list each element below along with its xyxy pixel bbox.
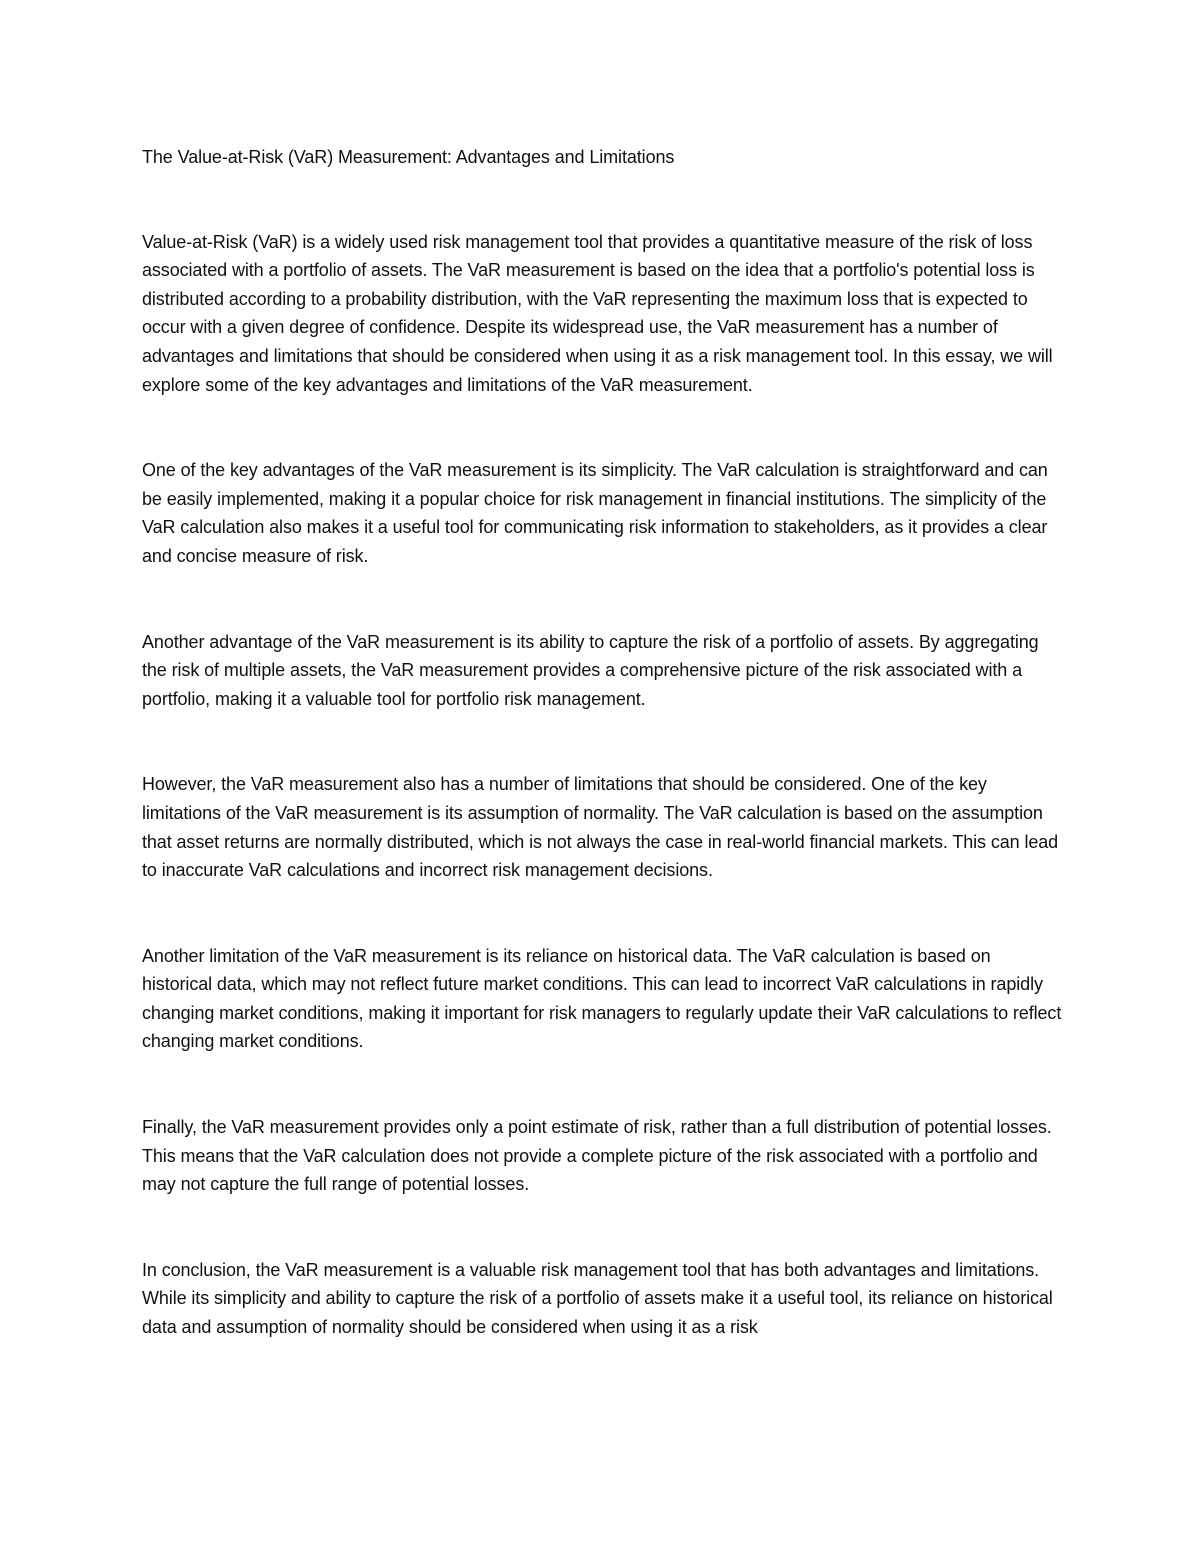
spacer (142, 1056, 1062, 1113)
paragraph-portfolio-risk: Another advantage of the VaR measurement is its ability to capture the risk of a portfolio of assets. By aggregating the risk of multiple assets, the VaR measurement provides a comprehensive picture of the risk associated with a portfolio, making it a valuable tool for portfolio risk management. (142, 631, 1039, 709)
document-body (142, 143, 1062, 1342)
paragraph-historical-data: Another limitation of the VaR measurement is its reliance on historical data. The VaR calculation is based on historical data, which may not reflect future market conditions. This can lead to incorrect VaR calculations in rapidly changing market conditions, making it important for risk managers to regularly update their VaR calculations to reflect changing market conditions. (142, 945, 1062, 1052)
spacer (142, 571, 1062, 628)
spacer (142, 1199, 1062, 1256)
spacer (142, 172, 1062, 228)
paragraph-introduction: Value-at-Risk (VaR) is a widely used risk management tool that provides a quantitative measure of the risk of loss associated with a portfolio of assets. The VaR measurement is based on the idea that a portfolio's potential loss is distributed according to a probability distribution, with the VaR representing the maximum loss that is expected to occur with a given degree of confidence. Despite its widespread use, the VaR measurement has a number of advantages and limitations that should be considered when using it as a risk management tool. In this essay, we will explore some of the key advantages and limitations of the VaR measurement. (142, 231, 1053, 395)
spacer (142, 885, 1062, 942)
spacer (142, 399, 1062, 456)
paragraph-conclusion: In conclusion, the VaR measurement is a valuable risk management tool that has both advantages and limitations. While its simplicity and ability to capture the risk of a portfolio of assets make it a useful tool, its reliance on historical data and assumption of normality should be considered when using it as a risk (142, 1259, 1053, 1338)
spacer (142, 713, 1062, 770)
paragraph-simplicity: One of the key advantages of the VaR measurement is its simplicity. The VaR calculation is straightforward and can be easily implemented, making it a popular choice for risk management in financial institutions. The simplicity of the VaR calculation also makes it a useful tool for communicating risk information to stakeholders, as it provides a clear and concise measure of risk. (142, 460, 1048, 566)
document-title: The Value-at-Risk (VaR) Measurement: Advantages and Limitations (142, 147, 675, 167)
paragraph-point-estimate: Finally, the VaR measurement provides only a point estimate of risk, rather than a full distribution of potential losses. This means that the VaR calculation does not provide a complete picture of the risk associated with a portfolio and may not capture the full range of potential losses. (142, 1117, 1052, 1195)
paragraph-normality: However, the VaR measurement also has a number of limitations that should be considered. One of the key limitations of the VaR measurement is its assumption of normality. The VaR calculation is based on the assumption that asset returns are normally distributed, which is not always the case in real-world financial markets. This can lead to inaccurate VaR calculations and incorrect risk management decisions. (142, 774, 1059, 881)
